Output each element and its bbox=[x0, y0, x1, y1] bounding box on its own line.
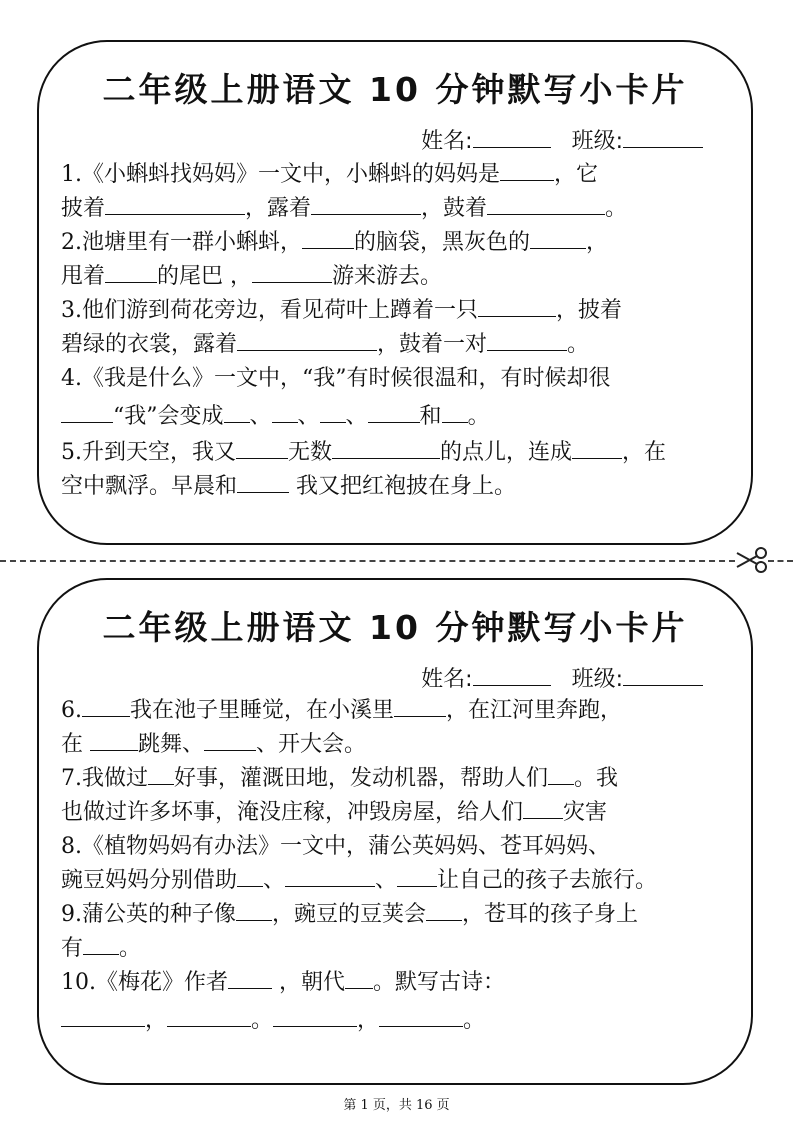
cut-line bbox=[768, 560, 793, 562]
cut-line bbox=[0, 560, 735, 562]
question-4-line-1: 4.《我是什么》一文中，“我”有时候很温和，有时候却很 bbox=[61, 366, 611, 391]
question-2-line-1: 2.池塘里有一群小蝌蚪， 的脑袋，黑灰色的 ， bbox=[61, 226, 723, 260]
answer-blank[interactable] bbox=[252, 260, 332, 283]
question-5-line-2: 空中飘浮。早晨和 我又把红袍披在身上。 bbox=[61, 470, 723, 504]
answer-blank[interactable] bbox=[442, 400, 468, 423]
answer-blank[interactable] bbox=[228, 966, 272, 989]
question-2-line-2: 甩着 的尾巴 ， 游来游去。 bbox=[61, 260, 723, 294]
poem-line-blank[interactable] bbox=[61, 1004, 145, 1027]
answer-blank[interactable] bbox=[332, 436, 440, 459]
name-blank[interactable] bbox=[473, 663, 551, 686]
answer-blank[interactable] bbox=[487, 192, 605, 215]
answer-blank[interactable] bbox=[105, 260, 157, 283]
answer-blank[interactable] bbox=[90, 728, 138, 751]
class-blank[interactable] bbox=[623, 663, 703, 686]
poem-line-blank[interactable] bbox=[167, 1004, 251, 1027]
question-7-line-1: 7.我做过 好事，灌溉田地，发动机器，帮助人们 。我 bbox=[61, 762, 723, 796]
answer-blank[interactable] bbox=[487, 328, 567, 351]
answer-blank[interactable] bbox=[311, 192, 421, 215]
answer-blank[interactable] bbox=[237, 328, 377, 351]
answer-blank[interactable] bbox=[302, 226, 354, 249]
name-label: 姓名: bbox=[421, 667, 473, 692]
answer-blank[interactable] bbox=[237, 470, 289, 493]
question-4-line-2: “我”会变成 、 、 、 和 。 bbox=[61, 400, 723, 434]
question-1-line-2: 披着 ，露着 ，鼓着 。 bbox=[61, 192, 723, 226]
dictation-card-2 bbox=[37, 578, 753, 1085]
answer-blank[interactable] bbox=[236, 898, 272, 921]
answer-blank[interactable] bbox=[478, 294, 556, 317]
question-3-line-1: 3.他们游到荷花旁边，看见荷叶上蹲着一只 ，披着 bbox=[61, 294, 723, 328]
scissors-icon bbox=[735, 545, 769, 575]
answer-blank[interactable] bbox=[368, 400, 420, 423]
answer-blank[interactable] bbox=[204, 728, 256, 751]
question-5-line-1: 5.升到天空，我又 无数 的点儿，连成 ，在 bbox=[61, 436, 723, 470]
question-1-line-1: 1.《小蝌蚪找妈妈》一文中，小蝌蚪的妈妈是 ，它 bbox=[61, 158, 723, 192]
class-blank[interactable] bbox=[623, 125, 703, 148]
answer-blank[interactable] bbox=[105, 192, 245, 215]
class-label: 班级: bbox=[571, 667, 623, 692]
answer-blank[interactable] bbox=[426, 898, 462, 921]
answer-blank[interactable] bbox=[530, 226, 586, 249]
name-label: 姓名: bbox=[421, 129, 473, 154]
answer-blank[interactable] bbox=[548, 762, 574, 785]
answer-blank[interactable] bbox=[236, 436, 288, 459]
answer-blank[interactable] bbox=[237, 864, 263, 887]
question-6-line-1: 6. 我在池子里睡觉，在小溪里 ，在江河里奔跑， bbox=[61, 694, 723, 728]
question-9-line-1: 9.蒲公英的种子像 ，豌豆的豆荚会 ，苍耳的孩子身上 bbox=[61, 898, 723, 932]
dictation-card-1 bbox=[37, 40, 753, 545]
answer-blank[interactable] bbox=[148, 762, 174, 785]
answer-blank[interactable] bbox=[61, 400, 113, 423]
answer-blank[interactable] bbox=[345, 966, 373, 989]
name-blank[interactable] bbox=[473, 125, 551, 148]
answer-blank[interactable] bbox=[394, 694, 446, 717]
question-7-line-2: 也做过许多坏事，淹没庄稼，冲毁房屋，给人们 灾害 bbox=[61, 796, 723, 830]
question-10-line-2: ， 。 ， 。 bbox=[61, 1004, 723, 1038]
answer-blank[interactable] bbox=[82, 694, 130, 717]
question-3-line-2: 碧绿的衣裳，露着 ，鼓着一对 。 bbox=[61, 328, 723, 362]
card-title: 二年级上册语文 10 分钟默写小卡片 bbox=[102, 70, 688, 109]
question-8-line-1: 8.《植物妈妈有办法》一文中，蒲公英妈妈、苍耳妈妈、 bbox=[61, 834, 610, 859]
answer-blank[interactable] bbox=[572, 436, 622, 459]
student-info bbox=[421, 662, 703, 693]
poem-line-blank[interactable] bbox=[379, 1004, 463, 1027]
answer-blank[interactable] bbox=[224, 400, 250, 423]
page-footer: 第 1 页，共 16 页 bbox=[343, 1098, 450, 1113]
question-6-line-2: 在 跳舞、 、开大会。 bbox=[61, 728, 723, 762]
answer-blank[interactable] bbox=[83, 932, 119, 955]
answer-blank[interactable] bbox=[397, 864, 437, 887]
answer-blank[interactable] bbox=[500, 158, 554, 181]
answer-blank[interactable] bbox=[320, 400, 346, 423]
question-10-line-1: 10.《梅花》作者 ，朝代 。默写古诗： bbox=[61, 966, 723, 1000]
answer-blank[interactable] bbox=[523, 796, 563, 819]
class-label: 班级: bbox=[571, 129, 623, 154]
student-info bbox=[421, 124, 703, 155]
question-8-line-2: 豌豆妈妈分别借助 、 、 让自己的孩子去旅行。 bbox=[61, 864, 723, 898]
card-title: 二年级上册语文 10 分钟默写小卡片 bbox=[102, 608, 688, 647]
poem-line-blank[interactable] bbox=[273, 1004, 357, 1027]
answer-blank[interactable] bbox=[285, 864, 375, 887]
answer-blank[interactable] bbox=[272, 400, 298, 423]
question-9-line-2: 有 。 bbox=[61, 932, 723, 966]
